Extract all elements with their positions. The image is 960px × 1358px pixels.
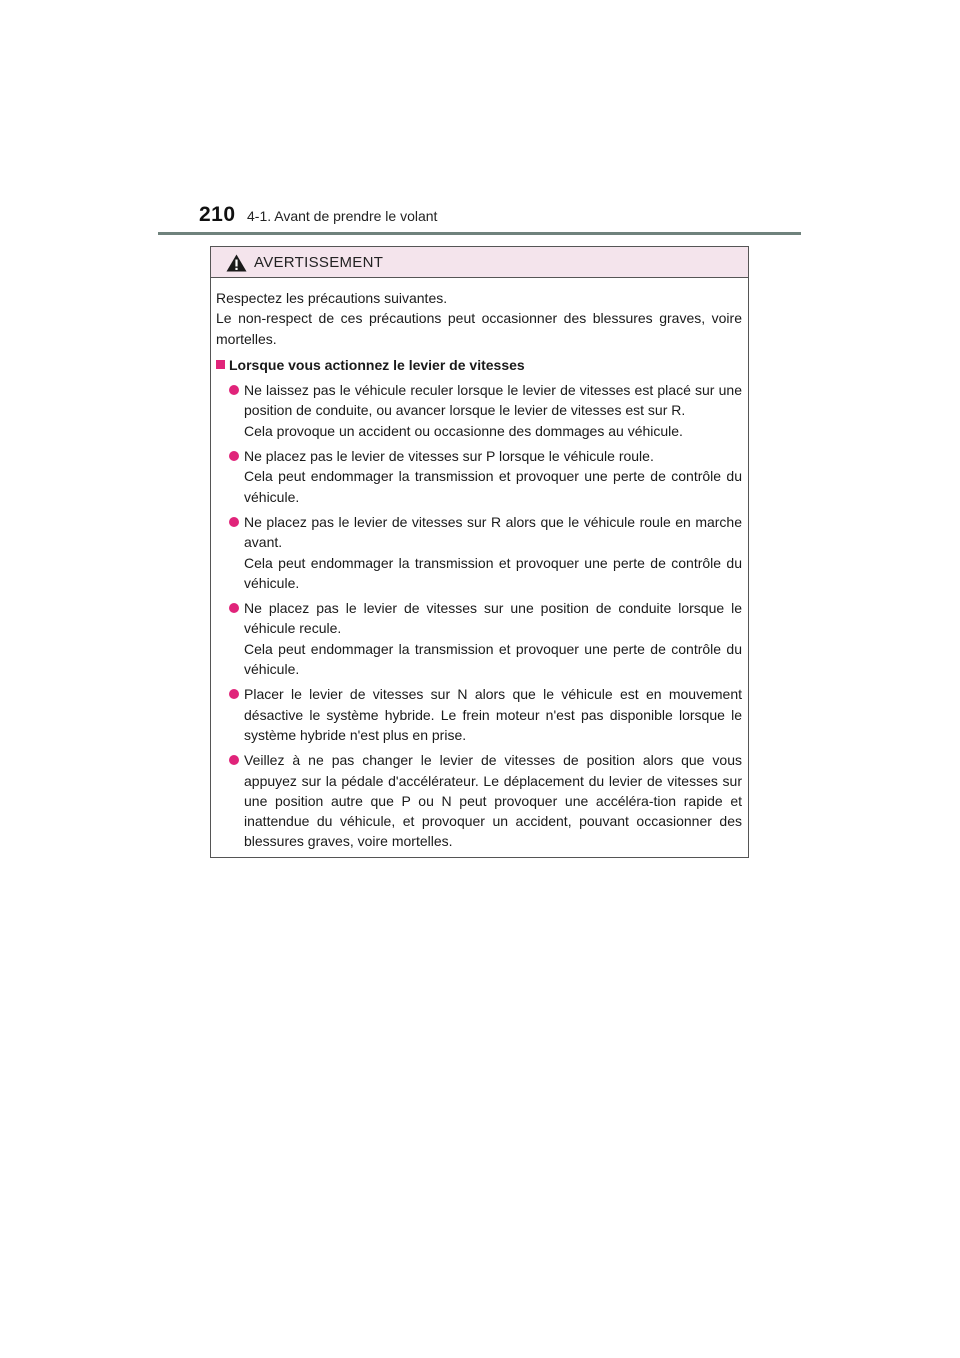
item-text: Cela peut endommager la transmission et provoquer une perte de contrôle du véhicule. <box>244 640 742 678</box>
item-text: Cela peut endommager la transmission et provoquer une perte de contrôle du véhicule. <box>244 554 742 591</box>
intro-line: Respectez les précautions suivantes. <box>216 290 448 306</box>
list-item <box>216 512 742 593</box>
list-item <box>216 380 742 441</box>
list-item <box>216 598 742 679</box>
warning-header <box>211 247 748 278</box>
item-text: Ne placez pas le levier de vitesses sur R alors que le véhicule roule en marche avant. <box>244 513 742 551</box>
header-rule <box>158 232 801 235</box>
warning-intro <box>216 288 742 349</box>
list-item <box>216 684 742 745</box>
circle-bullet-icon <box>229 517 239 527</box>
circle-bullet-icon <box>229 755 239 765</box>
section-title: 4-1. Avant de prendre le volant <box>247 208 438 224</box>
warning-box <box>210 246 749 858</box>
list-item <box>216 750 742 851</box>
list-item <box>216 446 742 507</box>
warning-triangle-icon <box>226 254 247 272</box>
circle-bullet-icon <box>229 603 239 613</box>
subheading <box>216 355 742 375</box>
circle-bullet-icon <box>229 385 239 395</box>
item-text: Ne placez pas le levier de vitesses sur une position de conduite lorsque le véhicule recule. <box>244 600 742 637</box>
circle-bullet-icon <box>229 689 239 699</box>
warning-title: AVERTISSEMENT <box>254 254 384 271</box>
intro-line: Le non-respect de ces précautions peut occasionner des blessures graves, voire mortelles. <box>216 310 742 347</box>
item-text: Ne placez pas le levier de vitesses sur P lorsque le véhicule roule. <box>244 448 654 465</box>
item-text: Ne laissez pas le véhicule reculer lorsque le levier de vitesses est placé sur une position de conduite, ou avancer lorsque le levier de vitesses est sur R. <box>244 382 742 419</box>
warning-body <box>211 278 748 852</box>
item-text: Cela peut endommager la transmission et provoquer une perte de contrôle du véhicule. <box>244 468 742 505</box>
circle-bullet-icon <box>229 451 239 461</box>
square-bullet-icon <box>216 360 225 369</box>
item-text: Cela provoque un accident ou occasionne des dommages au véhicule. <box>244 422 683 439</box>
page-number: 210 <box>199 203 236 226</box>
item-text: Veillez à ne pas changer le levier de vitesses de position alors que vous appuyez sur la pédale d'accélérateur. Le déplacement du levier de vitesses sur une position autre que P ou N peut provoquer une accéléra-tion rapide et inattendue du véhicule, et provoquer un accident, pouvant occasionner des blessures graves, voire mortelles. <box>244 752 742 850</box>
item-text: Placer le levier de vitesses sur N alors que le véhicule est en mouvement désactive le système hybride. Le frein moteur n'est pas disponible lorsque le système hybride n'est plus en prise. <box>244 686 742 743</box>
subheading-text: Lorsque vous actionnez le levier de vitesses <box>229 356 525 373</box>
